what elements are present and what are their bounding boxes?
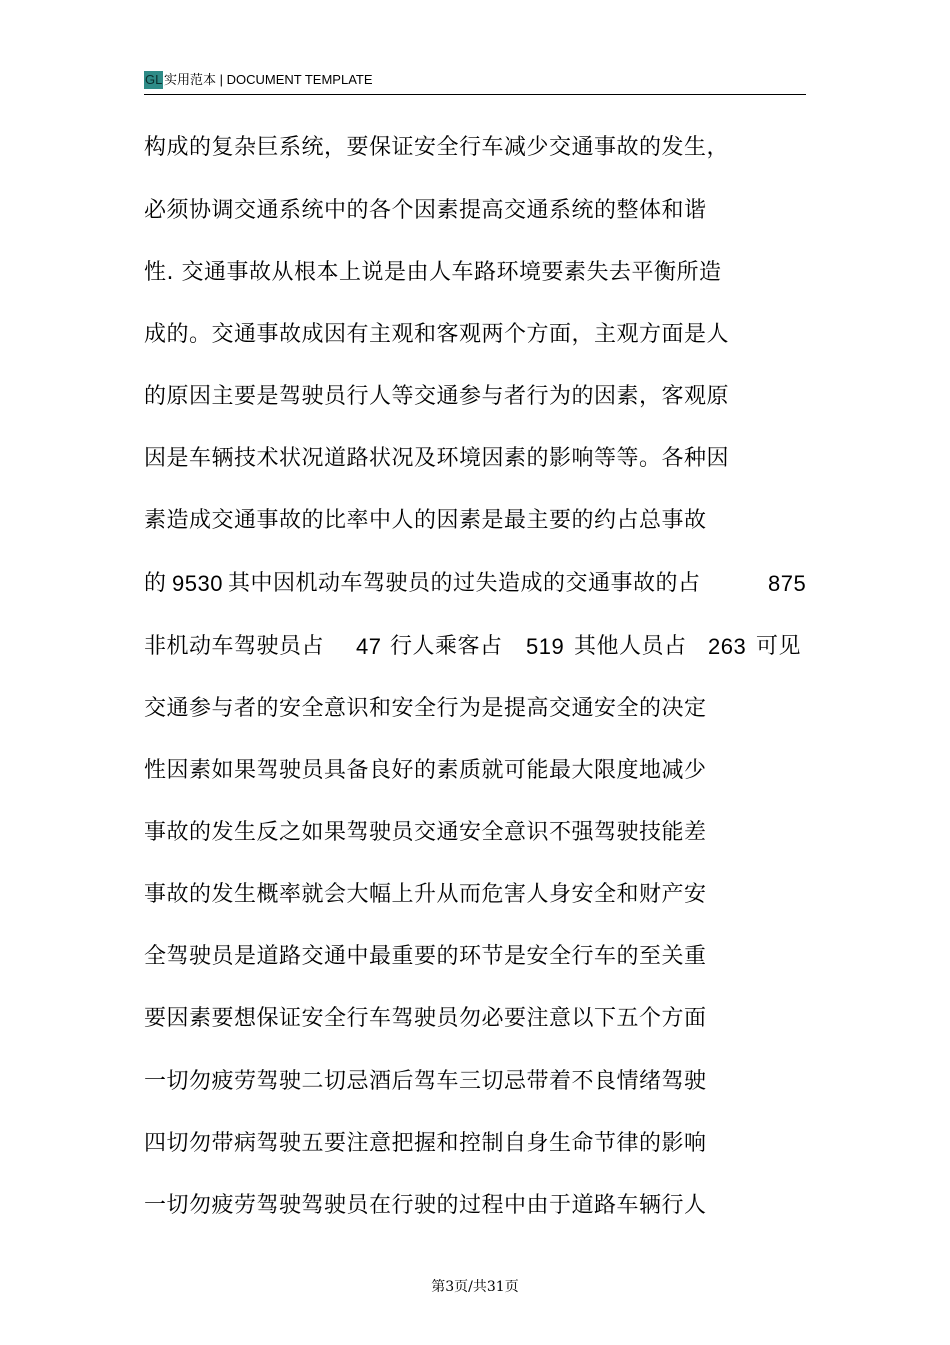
body-line-11: 性因素如果驾驶员具备良好的素质就可能最大限度地减少 bbox=[144, 758, 707, 783]
line8-number-1: 9530 bbox=[172, 571, 223, 596]
body-line-7: 素造成交通事故的比率中人的因素是最主要的约占总事故 bbox=[144, 508, 707, 533]
line9-number-3: 263 bbox=[708, 634, 747, 659]
body-line-10: 交通参与者的安全意识和安全行为是提高交通安全的决定 bbox=[144, 696, 707, 721]
header-title: 实用范本 | DOCUMENT TEMPLATE bbox=[164, 72, 373, 87]
body-line-2: 必须协调交通系统中的各个因素提高交通系统的整体和谐 bbox=[144, 198, 707, 223]
line8-text-2: 其中因机动车驾驶员的过失造成的交通事故的占 bbox=[228, 571, 701, 596]
body-line-17: 四切勿带病驾驶五要注意把握和控制自身生命节律的影响 bbox=[144, 1131, 707, 1156]
body-line-14: 全驾驶员是道路交通中最重要的环节是安全行车的至关重 bbox=[144, 944, 707, 969]
page-header bbox=[144, 68, 806, 95]
body-line-12: 事故的发生反之如果驾驶员交通安全意识不强驾驶技能差 bbox=[144, 820, 707, 845]
body-line-13: 事故的发生概率就会大幅上升从而危害人身安全和财产安 bbox=[144, 882, 707, 907]
line9-number-1: 47 bbox=[356, 634, 382, 659]
body-line-9 bbox=[144, 632, 806, 662]
body-line-1: 构成的复杂巨系统，要保证安全行车减少交通事故的发生， bbox=[144, 135, 730, 160]
body-line-4: 成的。交通事故成因有主观和客观两个方面，主观方面是人 bbox=[144, 322, 730, 347]
body-line-8 bbox=[144, 569, 806, 599]
body-line-15: 要因素要想保证安全行车驾驶员勿必要注意以下五个方面 bbox=[144, 1006, 707, 1031]
line8-text-1: 的 bbox=[144, 571, 167, 596]
body-line-3: 性. 交通事故从根本上说是由人车路环境要素失去平衡所造 bbox=[144, 260, 722, 285]
line9-number-2: 519 bbox=[526, 634, 565, 659]
gl-logo: GL bbox=[145, 72, 163, 87]
body-line-18: 一切勿疲劳驾驶驾驶员在行驶的过程中由于道路车辆行人 bbox=[144, 1193, 707, 1218]
body-line-6: 因是车辆技术状况道路状况及环境因素的影响等等。各种因 bbox=[144, 446, 730, 471]
line9-text-2: 行人乘客占 bbox=[390, 634, 503, 659]
body-line-16: 一切勿疲劳驾驶二切忌酒后驾车三切忌带着不良情绪驾驶 bbox=[144, 1069, 707, 1094]
body-line-5: 的原因主要是驾驶员行人等交通参与者行为的因素，客观原 bbox=[144, 384, 730, 409]
line9-text-3: 其他人员占 bbox=[574, 634, 687, 659]
line9-text-4: 可见 bbox=[756, 634, 802, 659]
page-number: 第3页/共31页 bbox=[431, 1279, 519, 1295]
line9-text-1: 非机动车驾驶员占 bbox=[144, 634, 325, 659]
line8-number-2: 875 bbox=[768, 571, 807, 596]
